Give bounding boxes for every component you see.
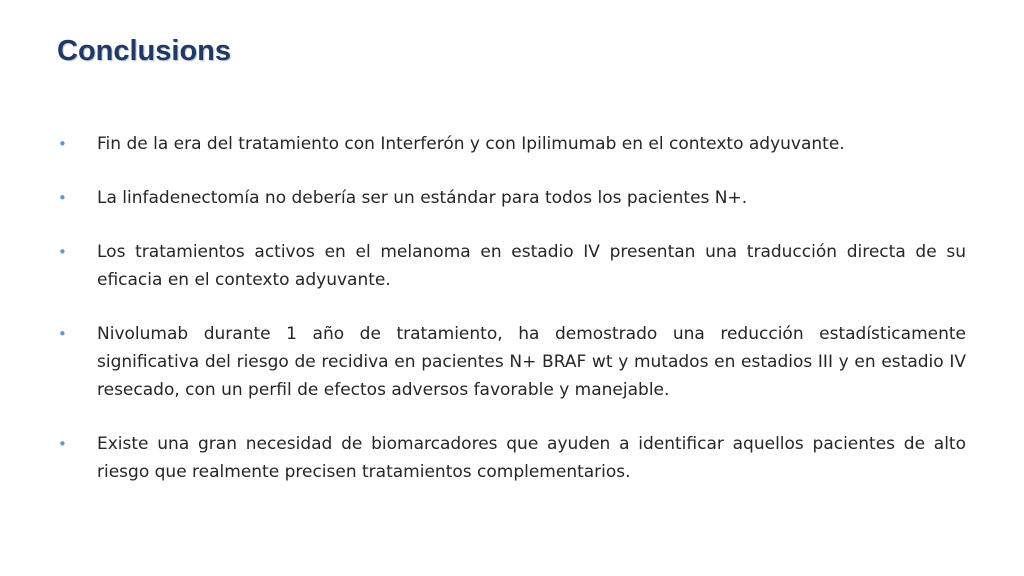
- bullet-dot-icon: •: [58, 189, 67, 207]
- bullet-list: [58, 130, 966, 512]
- bullet-text: Fin de la era del tratamiento con Interferón y con Ipilimumab en el contexto adyuvante.: [97, 134, 845, 154]
- bullet-item: [58, 430, 966, 486]
- bullet-item: [58, 184, 966, 212]
- bullet-text: Los tratamientos activos en el melanoma en estadio IV presentan una traducción directa de su eficacia en el contexto adyuvante.: [97, 242, 966, 290]
- bullet-text: Nivolumab durante 1 año de tratamiento, ha demostrado una reducción estadísticamente significativa del riesgo de recidiva en pacientes N+ BRAF wt y mutados en estadios III y en estadio IV resecado, con un perfil de efectos adversos favorable y manejable.: [97, 324, 966, 400]
- bullet-item: [58, 320, 966, 404]
- bullet-text: La linfadenectomía no debería ser un estándar para todos los pacientes N+.: [97, 188, 748, 208]
- slide-title: Conclusions: [57, 35, 232, 67]
- bullet-item: [58, 238, 966, 294]
- bullet-dot-icon: •: [58, 325, 67, 343]
- bullet-dot-icon: •: [58, 435, 67, 453]
- bullet-dot-icon: •: [58, 243, 67, 261]
- bullet-item: [58, 130, 966, 158]
- bullet-dot-icon: •: [58, 135, 67, 153]
- bullet-text: Existe una gran necesidad de biomarcadores que ayuden a identificar aquellos pacientes de alto riesgo que realmente precisen tratamientos complementarios.: [97, 434, 966, 482]
